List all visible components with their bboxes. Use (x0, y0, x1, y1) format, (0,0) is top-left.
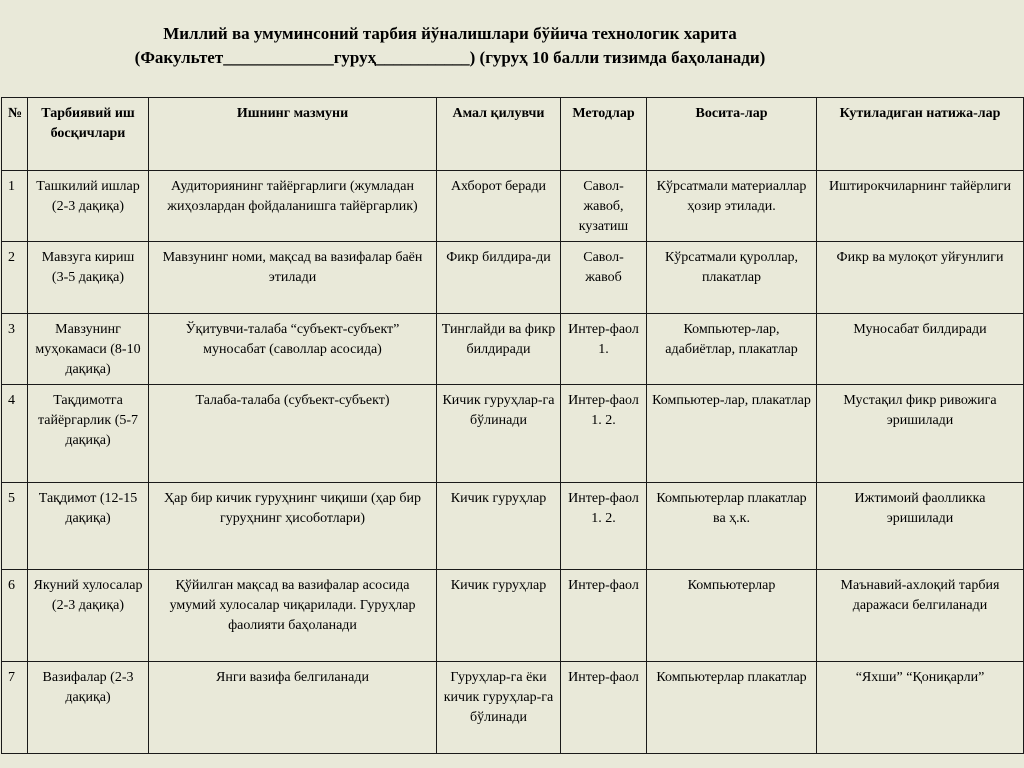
stage-cell: Мавзуга кириш (3-5 дақиқа) (28, 242, 149, 314)
results-cell: Ижтимоий фаолликка эришилади (817, 483, 1024, 570)
header-number: № (2, 98, 28, 171)
table-row (2, 171, 1024, 242)
title-line-1: Миллий ва умуминсоний тарбия йўналишлари бўйича технологик харита (163, 24, 737, 43)
row-number: 6 (2, 570, 28, 662)
table-row (2, 570, 1024, 662)
stage-cell: Ташкилий ишлар (2-3 дақиқа) (28, 171, 149, 242)
stage-cell: Тақдимотга тайёргарлик (5-7 дақиқа) (28, 385, 149, 483)
content-cell: Ҳар бир кичик гуруҳнинг чиқиши (ҳар бир гуруҳнинг ҳисоботлари) (149, 483, 437, 570)
performer-cell: Кичик гуруҳлар (437, 483, 561, 570)
tools-cell: Компьютерлар (647, 570, 817, 662)
row-number: 2 (2, 242, 28, 314)
content-cell: Янги вазифа белгиланади (149, 662, 437, 754)
row-number: 3 (2, 314, 28, 385)
results-cell: Иштирокчиларнинг тайёрлиги (817, 171, 1024, 242)
performer-cell: Кичик гуруҳлар (437, 570, 561, 662)
document-title (0, 22, 900, 70)
performer-cell: Гуруҳлар-га ёки кичик гуруҳлар-га бўлинади (437, 662, 561, 754)
table-row (2, 242, 1024, 314)
performer-cell: Тинглайди ва фикр билдиради (437, 314, 561, 385)
header-content: Ишнинг мазмуни (149, 98, 437, 171)
tools-cell: Компьютер-лар, плакатлар (647, 385, 817, 483)
row-number: 7 (2, 662, 28, 754)
content-cell: Қўйилган мақсад ва вазифалар асосида умумий хулосалар чиқарилади. Гуруҳлар фаолияти баҳоланади (149, 570, 437, 662)
technology-map-table (1, 97, 1024, 754)
tools-cell: Компьютерлар плакатлар (647, 662, 817, 754)
methods-cell: Интер-фаол (561, 570, 647, 662)
methods-cell: Интер-фаол (561, 662, 647, 754)
table-row (2, 385, 1024, 483)
results-cell: Маънавий-ахлоқий тарбия даражаси белгиланади (817, 570, 1024, 662)
content-cell: Ўқитувчи-талаба “субъект-субъект” муносабат (саволлар асосида) (149, 314, 437, 385)
table-row (2, 483, 1024, 570)
methods-cell: Интер-фаол 1. 2. (561, 483, 647, 570)
title-line-2: (Факультет_____________гуруҳ___________) (гуруҳ 10 балли тизимда баҳоланади) (134, 48, 766, 67)
row-number: 1 (2, 171, 28, 242)
row-number: 4 (2, 385, 28, 483)
methods-cell: Интер-фаол 1. (561, 314, 647, 385)
header-stages: Тарбиявий иш босқичлари (28, 98, 149, 171)
header-tools: Восита-лар (647, 98, 817, 171)
table-header-row (2, 98, 1024, 171)
stage-cell: Вазифалар (2-3 дақиқа) (28, 662, 149, 754)
methods-cell: Савол-жавоб (561, 242, 647, 314)
results-cell: Мустақил фикр ривожига эришилади (817, 385, 1024, 483)
header-performer: Амал қилувчи (437, 98, 561, 171)
table-row (2, 314, 1024, 385)
header-results: Кутиладиган натижа-лар (817, 98, 1024, 171)
row-number: 5 (2, 483, 28, 570)
tools-cell: Компьютерлар плакатлар ва ҳ.к. (647, 483, 817, 570)
content-cell: Талаба-талаба (субъект-субъект) (149, 385, 437, 483)
methods-cell: Савол-жавоб, кузатиш (561, 171, 647, 242)
tools-cell: Кўрсатмали материаллар ҳозир этилади. (647, 171, 817, 242)
methods-cell: Интер-фаол 1. 2. (561, 385, 647, 483)
stage-cell: Якуний хулосалар (2-3 дақиқа) (28, 570, 149, 662)
stage-cell: Тақдимот (12-15 дақиқа) (28, 483, 149, 570)
stage-cell: Мавзунинг муҳокамаси (8-10 дақиқа) (28, 314, 149, 385)
header-methods: Методлар (561, 98, 647, 171)
performer-cell: Ахборот беради (437, 171, 561, 242)
tools-cell: Кўрсатмали қуроллар, плакатлар (647, 242, 817, 314)
tools-cell: Компьютер-лар, адабиётлар, плакатлар (647, 314, 817, 385)
results-cell: Муносабат билдиради (817, 314, 1024, 385)
performer-cell: Фикр билдира-ди (437, 242, 561, 314)
content-cell: Аудиториянинг тайёргарлиги (жумладан жиҳозлардан фойдаланишга тайёргарлик) (149, 171, 437, 242)
performer-cell: Кичик гуруҳлар-га бўлинади (437, 385, 561, 483)
table-row (2, 662, 1024, 754)
results-cell: “Яхши” “Қониқарли” (817, 662, 1024, 754)
results-cell: Фикр ва мулоқот уйғунлиги (817, 242, 1024, 314)
content-cell: Мавзунинг номи, мақсад ва вазифалар баён этилади (149, 242, 437, 314)
